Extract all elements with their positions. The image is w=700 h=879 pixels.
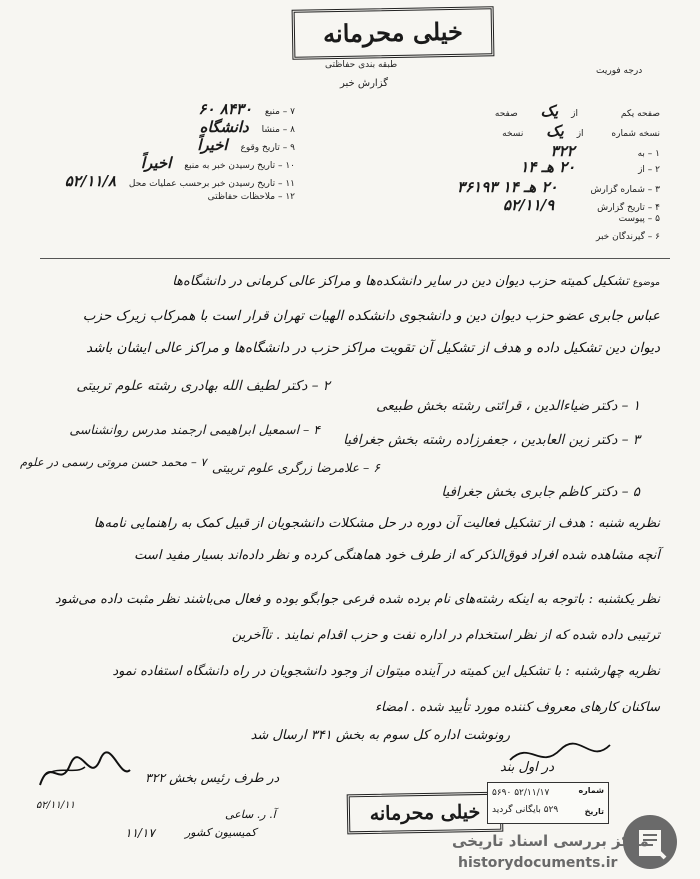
left-date: ۵۲/۱۱/۱۱ bbox=[36, 800, 75, 811]
form-mid: از bbox=[576, 129, 584, 139]
form-label: ۵ – پیوست bbox=[618, 214, 660, 224]
form-label: ۸ – منشا bbox=[261, 125, 295, 135]
form-label: نسخه شماره bbox=[611, 129, 660, 139]
list-item: ۶ – علامرضا زرگری علوم تربیتی bbox=[211, 460, 380, 475]
receipt-label-top: شماره bbox=[578, 786, 604, 795]
list-item: ۱ – دکتر ضیاءالدین ، قرائتی رشته بخش طبیعی bbox=[376, 398, 640, 414]
list-item: ۴ – اسمعیل ابراهیمی ارجمند مدرس روانشناسی bbox=[69, 422, 320, 437]
receipt-label-bottom: تاریخ bbox=[584, 807, 604, 816]
form-right-row bbox=[495, 102, 660, 120]
form-label: ۲ – از bbox=[638, 165, 660, 175]
watermark-url: historydocuments.ir bbox=[458, 855, 618, 871]
form-right-row bbox=[502, 122, 660, 140]
form-left-row bbox=[55, 192, 295, 202]
top-classification-stamp: خیلی محرمانه bbox=[292, 6, 495, 60]
form-label: ۱۲ – ملاحظات حفاظتی bbox=[207, 192, 295, 202]
form-label: ۷ – منبع bbox=[264, 107, 295, 117]
form-value: دانشگاه bbox=[199, 118, 249, 136]
form-right-row bbox=[457, 178, 660, 196]
opinion-line: آنچه مشاهده شده افراد فوق‌الذکر که از طرف خود هماهنگی کرده و نظر داده‌اند بسیار مفید است bbox=[134, 548, 660, 563]
form-left-row bbox=[55, 100, 295, 118]
receipt-stamp bbox=[487, 782, 609, 824]
form-right-row bbox=[503, 196, 660, 214]
subject-text: تشکیل کمیته حزب دیوان دین در سایر دانشکده‌ها و مراکز عالی کرمانی در دانشگاه‌ها bbox=[172, 274, 629, 289]
form-value: ۳۲۲ bbox=[550, 142, 575, 160]
initials-note: آ. ر. ساعی bbox=[225, 808, 276, 821]
form-label: ۱ – به bbox=[637, 149, 660, 159]
form-suffix: نسخه bbox=[502, 129, 524, 139]
urgency-label: درجه فوریت bbox=[596, 66, 643, 76]
form-value: ۵۲/۱۱/۸ bbox=[64, 172, 116, 190]
routing-note: در طرف رئیس بخش ۳۲۲ bbox=[145, 770, 280, 785]
opinion-line: ترتیبی داده شده که از نظر استخدام در اداره نفت و حزب اقدام نمایند . تا‌آخرین bbox=[231, 628, 660, 643]
form-value: ۵۲/۱۱/۹ bbox=[502, 196, 555, 214]
form-label: ۹ – تاریخ وقوع bbox=[240, 143, 295, 153]
opinion-line: نظر یکشنبه : باتوجه به اینکه رشته‌های نام برده شده فرعی جوابگو بوده و فعال می‌باشند نظر مثبت داده می‌شود bbox=[54, 592, 660, 607]
receipt-line-2: ۵۲۹ بایگانی گردید bbox=[492, 805, 559, 815]
form-left-row bbox=[10, 172, 295, 190]
form-left-row bbox=[55, 136, 295, 154]
signature-scribble bbox=[30, 745, 140, 800]
form-left-row bbox=[55, 118, 295, 136]
form-value: اخیراً bbox=[197, 136, 228, 154]
signature-scribble bbox=[505, 735, 615, 775]
classification-small-label: طبقه بندی حفاظتی bbox=[325, 60, 398, 70]
body-line: عباس جابری عضو حزب دیوان دین و دانشجوی دانشکده الهیات تهران قرار است با همرکاب زیرک حزب bbox=[82, 308, 660, 324]
form-value: ۲۰ هـ ۱۴ bbox=[520, 158, 576, 176]
bottom-date: ۱۱/۱۷ bbox=[125, 826, 155, 840]
list-item: ۳ – دکتر زین العابدین ، جعفرزاده رشته بخش جغرافیا bbox=[343, 432, 640, 448]
form-value: یک bbox=[546, 122, 564, 140]
list-item: ۷ – محمد حسن مروتی رسمی در علوم bbox=[20, 455, 207, 469]
form-right-row bbox=[596, 232, 660, 242]
opinion-line: نظریه شنبه : هدف از تشکیل فعالیت آن دوره در حل مشکلات دانشجویان از قبیل کمک به راهنمایی نامه‌ها bbox=[93, 516, 660, 531]
subject-label: موضوع bbox=[632, 278, 660, 288]
watermark-text: مرکز بررسی اسناد تاریخی bbox=[452, 832, 649, 850]
form-right-row bbox=[619, 214, 660, 224]
form-label: ۳ – شماره گزارش bbox=[590, 185, 660, 195]
signature-note: کمیسیون کشور bbox=[185, 826, 257, 839]
form-label: ۴ – تاریخ گزارش bbox=[597, 203, 660, 213]
form-value: اخیراً bbox=[140, 154, 172, 172]
form-suffix: صفحه bbox=[494, 109, 518, 119]
divider-line bbox=[40, 258, 670, 259]
form-right-row bbox=[520, 158, 660, 176]
form-value: ۸۴۳۰ ۶۰ bbox=[198, 100, 253, 118]
body-line: دیوان دین تشکیل داده و هدف از تشکیل آن تقویت مراکز حزب در دانشگاه‌ها و مراکز عالی ایشان باشد bbox=[86, 340, 660, 356]
form-value: ۲۰ هـ ۱۴ ۳۶۱۹۳ bbox=[457, 178, 558, 196]
footer-note: در اول بند bbox=[500, 760, 555, 775]
form-label: ۶ – گیرندگان خبر bbox=[595, 232, 660, 242]
subject-line bbox=[172, 274, 660, 289]
opinion-line: نظریه چهارشنبه : با تشکیل این کمیته در آینده میتوان از وجود دانشجویان در راه دانشگاه استفاده نمود bbox=[112, 664, 660, 679]
form-label: صفحه یکم bbox=[620, 109, 660, 119]
form-left-row bbox=[30, 154, 295, 172]
list-item: ۲ – دکتر لطیف الله بهادری رشته علوم تربیتی bbox=[76, 378, 330, 394]
opinion-line: ساکنان کارهای معروف کننده مورد تأیید شده . امضاء bbox=[374, 700, 660, 715]
form-label: ۱۱ – تاریخ رسیدن خبر برحسب عملیات محل bbox=[128, 179, 295, 189]
list-item: ۵ – دکتر کاظم جابری بخش جغرافیا bbox=[441, 484, 640, 500]
form-value: یک bbox=[540, 102, 559, 120]
receipt-line-1: ۵۲/۱۱/۱۷ ۵۶۹۰ bbox=[492, 788, 550, 798]
form-label: ۱۰ – تاریخ رسیدن خبر به منبع bbox=[184, 161, 295, 171]
bottom-classification-stamp: خیلی محرمانه bbox=[347, 792, 504, 835]
report-title: گزارش خبر bbox=[340, 78, 388, 89]
form-mid: از bbox=[571, 109, 578, 119]
copy-note: رونوشت اداره کل سوم به بخش ۳۴۱ ارسال شد bbox=[250, 728, 510, 743]
